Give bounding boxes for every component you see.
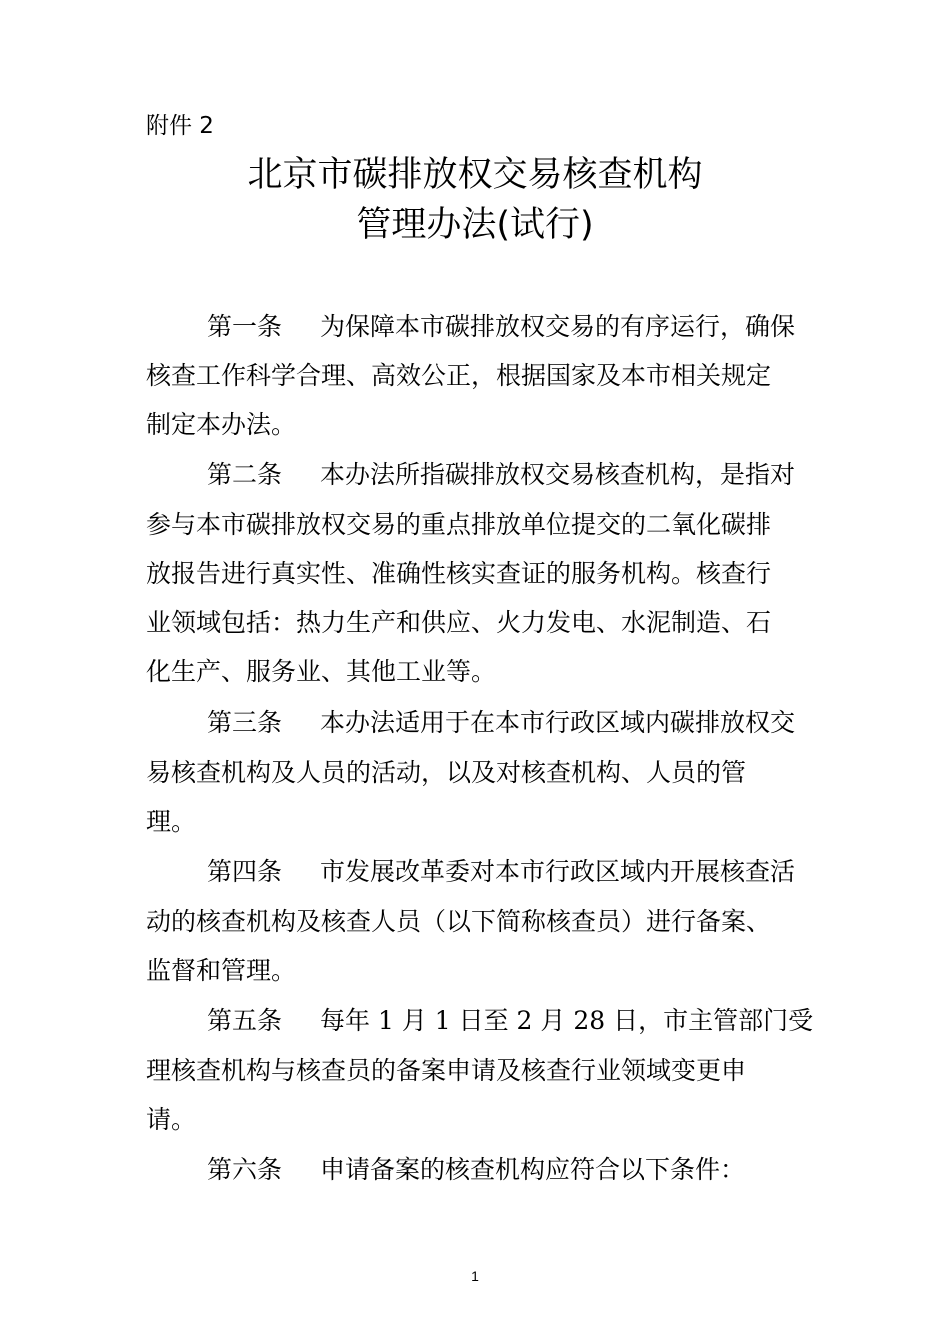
article-5-first-line	[207, 1001, 813, 1041]
article-1-text-line: 制定本办法。	[146, 410, 297, 439]
article-4-text-line: 动的核查机构及核查人员（以下简称核查员）进行备案、	[146, 907, 772, 936]
article-5-heading: 第五条	[207, 1006, 283, 1035]
article-4-text-line: 监督和管理。	[146, 956, 297, 985]
article-5-text-line: 每年 1 月 1 日至 2 月 28 日，市主管部门受	[320, 1006, 814, 1035]
article-2-first-line	[207, 455, 795, 495]
article-2-text-line: 化生产、服务业、其他工业等。	[146, 657, 497, 686]
article-2-text-line: 参与本市碳排放权交易的重点排放单位提交的二氧化碳排	[146, 510, 772, 539]
article-4-text-line: 市发展改革委对本市行政区域内开展核查活	[320, 857, 796, 886]
document-title-line-2: 管理办法(试行)	[356, 205, 594, 245]
article-5-text-line: 理核查机构与核查员的备案申请及核查行业领域变更申	[146, 1056, 747, 1085]
attachment-label: 附件 2	[146, 113, 214, 139]
page-number: 1	[471, 1268, 479, 1284]
article-2-heading: 第二条	[207, 460, 283, 489]
article-1-text-line: 为保障本市碳排放权交易的有序运行，确保	[320, 312, 796, 341]
article-5-text-line: 请。	[146, 1105, 197, 1134]
article-4-first-line	[207, 852, 795, 892]
article-2-text-line: 放报告进行真实性、准确性核实查证的服务机构。核查行	[146, 559, 772, 588]
article-2-text-line: 业领域包括：热力生产和供应、火力发电、水泥制造、石	[146, 608, 772, 637]
article-3-first-line	[207, 703, 795, 743]
article-6-first-line	[207, 1150, 745, 1190]
article-1-heading: 第一条	[207, 312, 283, 341]
document-title-line-1: 北京市碳排放权交易核查机构	[247, 155, 703, 195]
article-3-text-line: 易核查机构及人员的活动，以及对核查机构、人员的管	[146, 758, 747, 787]
article-6-text-line: 申请备案的核查机构应符合以下条件：	[320, 1155, 746, 1184]
article-3-heading: 第三条	[207, 708, 283, 737]
article-4-heading: 第四条	[207, 857, 283, 886]
article-1-text-line: 核查工作科学合理、高效公正，根据国家及本市相关规定	[146, 361, 772, 390]
article-1-first-line	[207, 307, 795, 347]
article-3-text-line: 理。	[146, 807, 197, 836]
article-6-heading: 第六条	[207, 1155, 283, 1184]
article-2-text-line: 本办法所指碳排放权交易核查机构，是指对	[320, 460, 796, 489]
article-3-text-line: 本办法适用于在本市行政区域内碳排放权交	[320, 708, 796, 737]
